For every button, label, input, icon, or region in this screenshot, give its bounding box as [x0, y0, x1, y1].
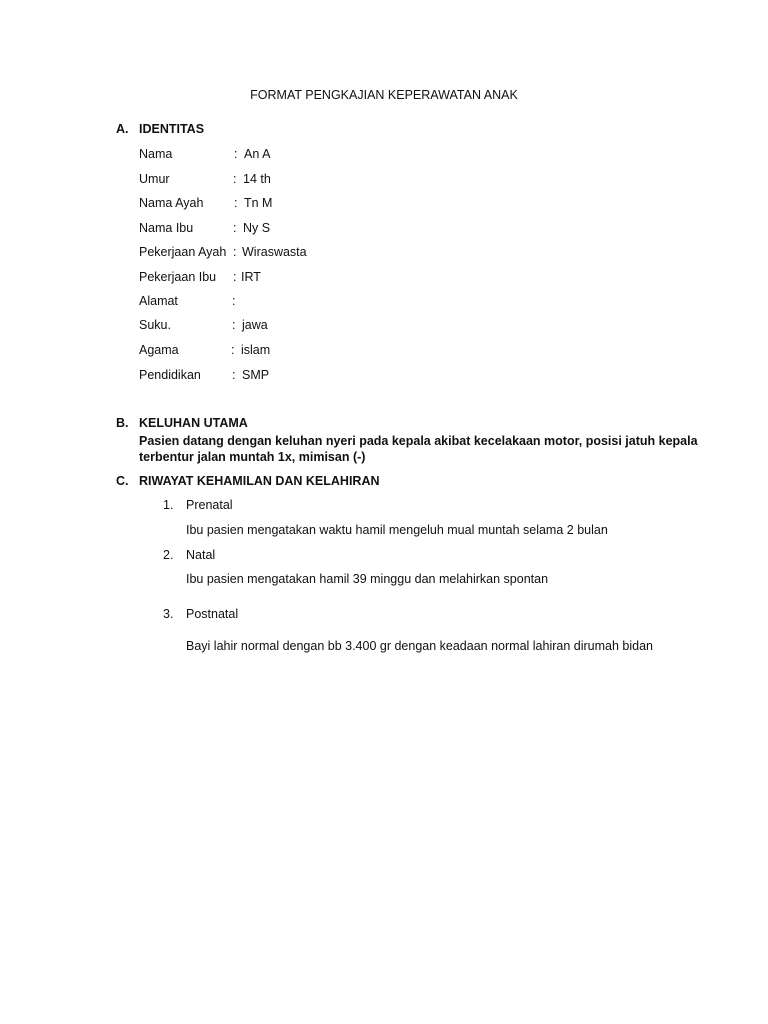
section-b-letter: B.	[116, 416, 129, 430]
field-label-nama: Nama	[139, 147, 173, 161]
field-colon-nama-ibu: :	[233, 221, 237, 235]
field-value-umur: 14 th	[243, 172, 271, 186]
list-item-number: 3.	[163, 607, 174, 621]
field-label-pekerjaan-ayah: Pekerjaan Ayah	[139, 245, 227, 259]
field-value-suku: jawa	[242, 318, 268, 332]
field-label-nama-ayah: Nama Ayah	[139, 196, 204, 210]
field-value-agama: islam	[241, 343, 271, 357]
field-colon-nama: :	[234, 147, 238, 161]
field-colon-pendidikan: :	[232, 368, 236, 382]
list-item-label-natal: Natal	[186, 548, 216, 562]
list-item-number: 1.	[163, 498, 174, 512]
field-colon-suku: :	[232, 318, 236, 332]
section-c-heading: RIWAYAT KEHAMILAN DAN KELAHIRAN	[139, 474, 380, 488]
field-colon-agama: :	[231, 343, 235, 357]
list-item-text-prenatal: Ibu pasien mengatakan waktu hamil mengeluh mual muntah selama 2 bulan	[186, 523, 608, 537]
list-item-label-prenatal: Prenatal	[186, 498, 233, 512]
field-label-umur: Umur	[139, 172, 170, 186]
list-item-label-postnatal: Postnatal	[186, 607, 239, 621]
section-a-letter: A.	[116, 122, 129, 136]
field-colon-pekerjaan-ibu: :	[233, 270, 237, 284]
section-c-letter: C.	[116, 474, 129, 488]
field-value-pekerjaan-ibu: IRT	[241, 270, 261, 284]
field-label-alamat: Alamat	[139, 294, 178, 308]
field-value-pendidikan: SMP	[242, 368, 270, 382]
section-b-heading: KELUHAN UTAMA	[139, 416, 248, 430]
field-colon-alamat: :	[232, 294, 236, 308]
list-item-text-postnatal: Bayi lahir normal dengan bb 3.400 gr dengan keadaan normal lahiran dirumah bidan	[186, 639, 653, 653]
field-colon-pekerjaan-ayah: :	[233, 245, 237, 259]
section-b-complaint-text: Pasien datang dengan keluhan nyeri pada kepala akibat kecelakaan motor, posisi jatuh kepala terbentur jalan muntah 1x, mimisan (-)	[139, 434, 698, 464]
field-value-nama-ayah: Tn M	[244, 196, 273, 210]
field-value-pekerjaan-ayah: Wiraswasta	[242, 245, 307, 259]
document-title: FORMAT PENGKAJIAN KEPERAWATAN ANAK	[250, 88, 518, 102]
field-colon-nama-ayah: :	[234, 196, 238, 210]
field-colon-umur: :	[233, 172, 237, 186]
field-label-suku: Suku.	[139, 318, 171, 332]
field-value-nama-ibu: Ny S	[243, 221, 271, 235]
field-label-pekerjaan-ibu: Pekerjaan Ibu	[139, 270, 217, 284]
section-a-heading: IDENTITAS	[139, 122, 205, 136]
field-label-nama-ibu: Nama Ibu	[139, 221, 194, 235]
list-item-number: 2.	[163, 548, 174, 562]
list-item-text-natal: Ibu pasien mengatakan hamil 39 minggu dan melahirkan spontan	[186, 572, 549, 586]
field-label-pendidikan: Pendidikan	[139, 368, 201, 382]
field-label-agama: Agama	[139, 343, 179, 357]
field-value-nama: An A	[244, 147, 271, 161]
